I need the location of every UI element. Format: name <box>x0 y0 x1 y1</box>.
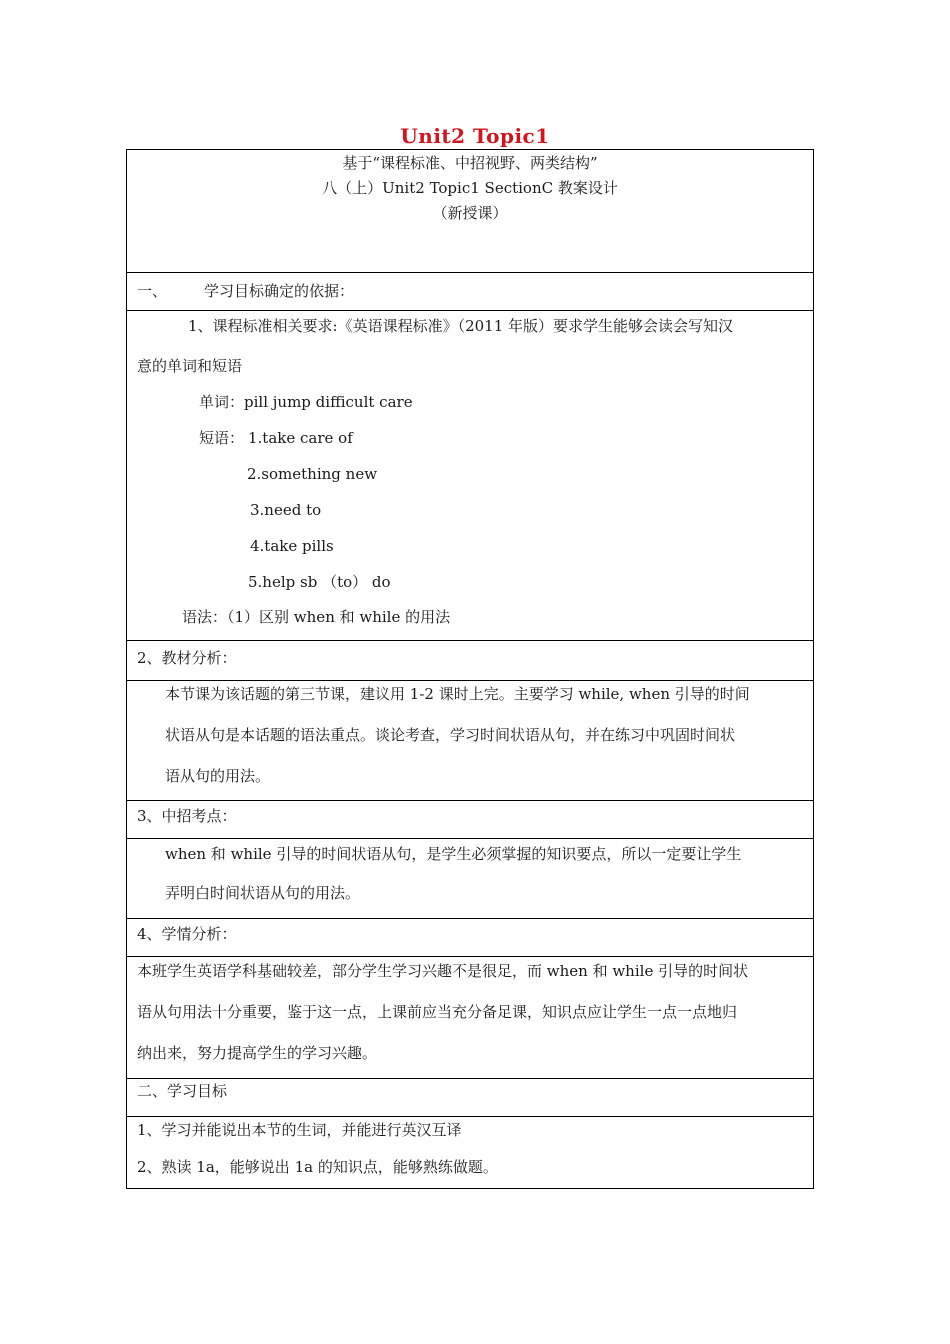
exam-points-line: 弄明白时间状语从句的用法。 <box>165 884 361 902</box>
exam-points-heading-row <box>127 800 813 838</box>
phrase-item: 2.something new <box>247 465 378 483</box>
textbook-analysis-line: 语从句的用法。 <box>165 767 271 785</box>
header-line-2: 八（上）Unit2 Topic1 SectionC 教案设计 <box>322 179 618 197</box>
textbook-analysis-heading: 2、教材分析： <box>137 649 237 667</box>
objective-item: 1、学习并能说出本节的生词，并能进行英汉互译 <box>137 1121 462 1139</box>
vocabulary-words: 单词：pill jump difficult care <box>199 393 413 411</box>
learner-analysis-content-row <box>127 956 813 1078</box>
textbook-analysis-heading-row <box>127 640 813 680</box>
learner-analysis-heading: 4、学情分析： <box>137 925 237 943</box>
section1-content-row <box>127 310 813 678</box>
learner-analysis-line: 纳出来，努力提高学生的学习兴趣。 <box>137 1044 378 1062</box>
exam-points-heading: 3、中招考点： <box>137 807 237 825</box>
phrase-item: 4.take pills <box>250 537 334 555</box>
section1-heading-text: 学习目标确定的依据： <box>204 282 355 300</box>
textbook-analysis-line: 状语从句是本话题的语法重点。谈论考查，学习时间状语从句，并在练习中巩固时间状 <box>165 726 736 744</box>
section1-heading-number: 一、 <box>137 282 168 300</box>
phrase-item: 5.help sb （to） do <box>248 573 391 591</box>
grammar-point: 语法：（1）区别 when 和 while 的用法 <box>182 608 451 626</box>
section1-heading-row <box>127 272 813 310</box>
objectives-heading-row <box>127 1078 813 1116</box>
curriculum-requirement-line-2: 意的单词和短语 <box>137 357 243 375</box>
phrases-label: 短语： <box>199 429 245 447</box>
objectives-heading: 二、学习目标 <box>137 1082 228 1100</box>
exam-points-line: when 和 while 引导的时间状语从句，是学生必须掌握的知识要点，所以一定要让学生 <box>165 845 742 863</box>
curriculum-requirement-line-1: 1、课程标准相关要求:《英语课程标准》（2011 年版）要求学生能够会读会写知汉 <box>188 317 734 335</box>
phrase-item: 3.need to <box>250 501 322 519</box>
header-line-1: 基于“课程标准、中招视野、两类结构” <box>342 154 598 172</box>
document-title: Unit2 Topic1 <box>400 124 550 148</box>
objectives-content-row <box>127 1116 813 1189</box>
lesson-plan-table <box>126 149 814 1189</box>
textbook-analysis-line: 本节课为该话题的第三节课，建议用 1-2 课时上完。主要学习 while, when 引导的时间 <box>165 685 750 703</box>
textbook-analysis-content-row <box>127 680 813 800</box>
phrase-item: 1.take care of <box>248 429 353 447</box>
learner-analysis-line: 语从句用法十分重要，鉴于这一点，上课前应当充分备足课，知识点应让学生一点一点地归 <box>137 1003 738 1021</box>
exam-points-content-row <box>127 838 813 918</box>
learner-analysis-heading-row <box>127 918 813 956</box>
learner-analysis-line: 本班学生英语学科基础较差，部分学生学习兴趣不是很足，而 when 和 while 引导的时间状 <box>137 962 749 980</box>
header-line-3: （新授课） <box>432 204 508 222</box>
objective-item: 2、熟读 1a，能够说出 1a 的知识点，能够熟练做题。 <box>137 1158 498 1176</box>
